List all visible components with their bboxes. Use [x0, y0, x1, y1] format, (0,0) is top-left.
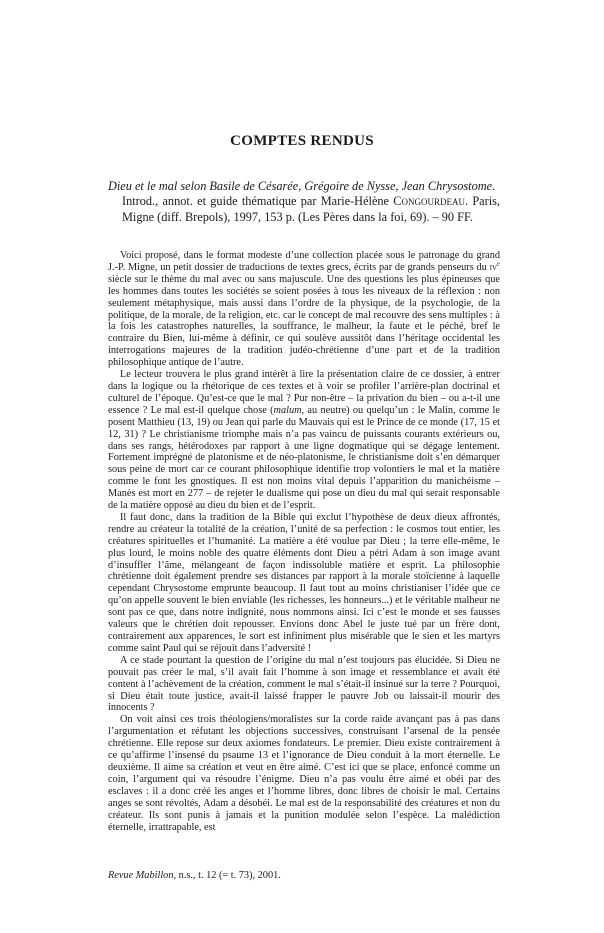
body-paragraph — [108, 714, 500, 833]
book-details-part-2: . Paris, Migne (diff. Brepols), 1997, 153 p. (Les Pères dans la foi, 69). – 90 FF. — [122, 194, 501, 224]
journal-name: Revue Mabillon — [108, 870, 174, 881]
paragraph-text: On voit ainsi ces trois théologiens/moralistes sur la corde raide avançant pas à pas dans l’argumentation et réfutant les objections successives, construisant l’arsenal de la pensée chrétienne. Elle repose sur deux axiomes fondateurs. Le premier. Dieu existe contrairement à ce qu’affirme l’insensé du psaume 13 et l’ignorance de Dieu conduit à la mort éternelle. Le deuxième. Il aime sa création et veut en être aimé. C’est ici que se place, enfoncé comme un coin, l’argument qui va résoudre l’énigme. Dieu n’a pas voulu être aimé et obéi par des esclaves : il a donc créé les anges et l’homme libres, donc libres de choisir le mal. Certains anges se sont révoltés, Adam a désobéi. Le mal est de la responsabilité des créatures et non du créateur. Ils sont punis à jamais et la punition modulée selon l’espèce. La malédiction éternelle, irrattrapable, est — [108, 714, 500, 833]
page-title: COMPTES RENDUS — [230, 133, 374, 149]
paragraph-text: Il faut donc, dans la tradition de la Bible qui exclut l’hypothèse de deux dieux affrontés, rendre au créateur la totalité de la création, l’unité de sa perfection : le cosmos tout entier, les créatures spirituelles et l’humanité. La matière a été voulue par Dieu ; la terre elle-même, le plus lourd, le moins noble des quatre éléments dont Dieu a pétri Adam à son image avant d’insuffler l’âme, mélangeant de façon indissoluble matière et esprit. La philosophie chrétienne doit également prendre ses distances par rapport à la morale stoïcienne à laquelle cependant Chrysostome emprunte beaucoup. Il faut tout au moins christianiser l’idée que ce qu’on appelle souvent le bien enviable (les richesses, les honneurs...) et le véritable malheur ne sont pas ce que, dans notre indignité, nous nommons ainsi. Ici c’est le monde et ses fausses valeurs que le chrétien doit repousser. Envions donc Abel le juste tué par un frère dont, contrairement aux apparences, le sort est infiniment plus misérable que le sien et les martyrs comme saint Paul qui se réjouit dans l’adversité ! — [108, 511, 500, 654]
book-details-part-1: Introd., annot. et guide thématique par Marie-Hélène — [122, 194, 390, 209]
paragraph-text: malum — [273, 404, 302, 416]
body-paragraph — [108, 369, 500, 512]
body-paragraph — [108, 250, 500, 369]
paragraph-text: Le lecteur trouvera le plus grand intérêt à lire la présentation claire de ce dossier, à entrer dans la logique ou la rhétorique de ces textes et à voir se profiler l’arrière-plan doctrinal et culturel de l’époque. Qu’est-ce que le mal ? Pur non-être – la privation du bien – ou a-t-il une essence ? Le mal est-il quelque chose ( — [108, 369, 500, 416]
review-body — [108, 250, 500, 833]
paragraph-text: siècle sur le thème du mal avec ou sans majuscule. Une des questions les plus épineuses que les hommes dans toutes les sociétés se soient posées à tous les niveaux de la réflexion : non seulement métaphysique, mais aussi dans l’ordre de la physique, de la psychologie, de la politique, de la morale, de la religion, etc. car le concept de mal recouvre des sens multiples : à la fois les catastrophes naturelles, la souffrance, le malheur, la faute et le péché, bref le contraire du Bien, lui-même à définir, ce qui soulève aussitôt dans l’héritage occidental les interrogations majeures de la tradition judéo-chrétienne d’une part et de la tradition philosophique antique de l’autre. — [108, 273, 500, 369]
paragraph-text: Voici proposé, dans le format modeste d’une collection placée sous le patronage du grand J.-P. Migne, un petit dossier de traductions de textes grecs, écrits par de grands penseurs du — [108, 250, 500, 273]
page-footer — [108, 870, 281, 881]
journal-citation: , n.s., t. 12 (= t. 73), 2001. — [173, 870, 281, 881]
author-surname: Congourdeau — [393, 194, 465, 209]
paragraph-text: iv — [489, 261, 498, 273]
paragraph-text: e — [497, 260, 500, 268]
review-header — [108, 179, 500, 225]
body-paragraph — [108, 655, 500, 715]
body-paragraph — [108, 512, 500, 655]
book-details — [108, 194, 500, 225]
paragraph-text: , au neutre) ou quelqu’un : le Malin, comme le posent Matthieu (13, 19) ou Jean qui parle du Mauvais qui est le Prince de ce monde (17, 15 et 12, 31) ? Le christianisme triomphe mais n’a pas vaincu de puissants courants extérieurs ou, dans ses rangs, hétérodoxes par rapport à une ligne dogmatique qui se dégage lentement. Fortement imprégné de platonisme et de néo-platonisme, le christianisme doit s’en démarquer sous peine de mort car ce courant philosophique identifie trop volontiers le mal et la matière comme le font les gnostiques. Il est non moins vital depuis l’apparition du manichéisme – Manès est mort en 277 – de rejeter le dualisme qui pose un dieu du mal qui serait responsable de la matière opposé au dieu du bien et de l’esprit. — [108, 404, 500, 512]
paragraph-text: A ce stade pourtant la question de l’origine du mal n’est toujours pas élucidée. Si Dieu ne pouvait pas créer le mal, s’il avait fait l’homme à son image et ressemblance et avait été content à l’achèvement de la création, comment le mal s’était-il insinué sur la terre ? Pourquoi, si Dieu était toute justice, avait-il laissé frapper le pauvre Job ou laissait-il mourir des innocents ? — [108, 654, 500, 714]
book-title: Dieu et le mal selon Basile de Césarée, Grégoire de Nysse, Jean Chrysostome. — [108, 179, 496, 193]
